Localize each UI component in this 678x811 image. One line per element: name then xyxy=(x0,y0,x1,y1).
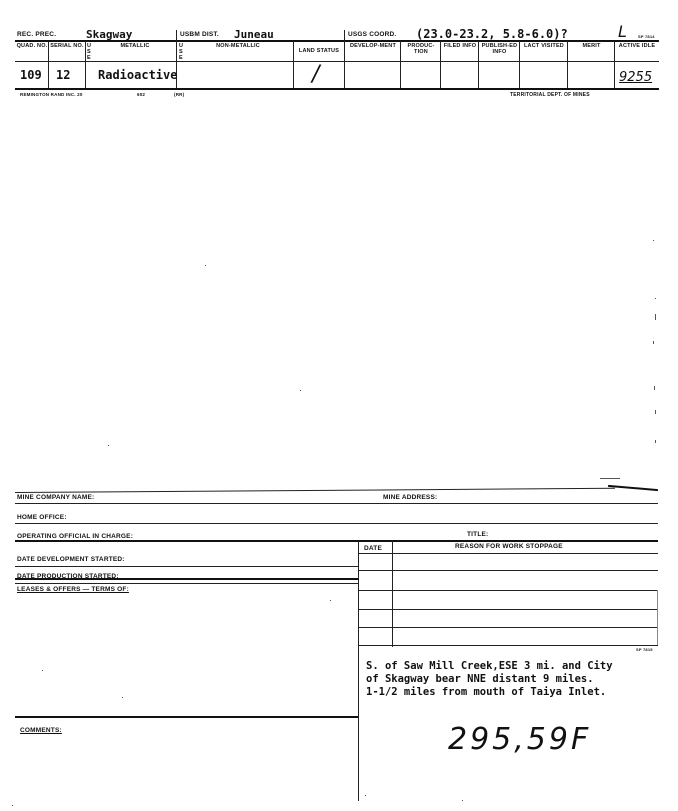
use-header-nonmetallic: U S E xyxy=(179,43,184,61)
date-development-label: DATE DEVELOPMENT STARTED: xyxy=(17,556,125,563)
territorial-dept-label: TERRITORIAL DEPT. OF MINES xyxy=(510,92,590,98)
last-visited-header: LACT VISITED xyxy=(524,43,564,49)
mine-company-label: MINE COMPANY NAME: xyxy=(17,494,95,501)
location-description xyxy=(366,660,613,699)
date-production-label: DATE PRODUCTION STARTED: xyxy=(17,573,119,580)
usbm-district-label: USBM DIST. xyxy=(180,31,219,38)
development-header: DEVELOP-MENT xyxy=(349,43,397,49)
use-header-metallic: U S E xyxy=(87,43,92,61)
metallic-header: METALLIC xyxy=(120,43,150,49)
published-info-header: PUBLISH-ED INFO xyxy=(481,43,518,55)
land-status-header: LAND STATUS xyxy=(298,48,340,54)
rec-prec-label: REC. PREC. xyxy=(17,31,57,38)
serial-no-header: SERIAL NO. xyxy=(50,43,84,49)
production-header: PRODUC-TION xyxy=(407,43,435,55)
printer-code-2: (RR) xyxy=(174,92,185,97)
home-office-label: HOME OFFICE: xyxy=(17,514,67,521)
land-status-mark: / xyxy=(312,62,320,87)
serial-number: 12 xyxy=(56,68,71,82)
usgs-coord-label: USGS COORD. xyxy=(348,31,397,38)
mine-address-label: MINE ADDRESS: xyxy=(383,494,438,501)
date-column-header: DATE xyxy=(364,545,383,552)
active-idle-header: ACTIVE IDLE xyxy=(618,43,656,49)
rec-prec-value: Skagway xyxy=(86,28,133,41)
quad-no-header: QUAD. NO. xyxy=(16,43,48,49)
leases-offers-label: LEASES & OFFERS — TERMS OF: xyxy=(17,586,129,593)
handwritten-map-number: 295,59F xyxy=(448,722,592,757)
usbm-district-value: Juneau xyxy=(234,28,274,41)
location-line-3: 1-1/2 miles from mouth of Taiya Inlet. xyxy=(366,686,607,698)
filed-info-header: FILED INFO xyxy=(443,43,477,49)
form-number: SP 7814 xyxy=(638,34,655,39)
location-line-2: of Skagway bear NNE distant 9 miles. xyxy=(366,673,594,685)
corner-mark: L xyxy=(618,22,627,41)
comments-label: COMMENTS: xyxy=(20,727,62,734)
title-label: TITLE: xyxy=(467,531,489,538)
non-metallic-header: NON-METALLIC xyxy=(216,43,260,49)
form-number-2: SP 7815 xyxy=(636,647,653,652)
quad-number: 109 xyxy=(20,68,42,82)
printer-imprint: REMINGTON RAND INC. 20 xyxy=(20,92,83,97)
active-idle-handwritten: 9255 xyxy=(619,70,653,85)
location-line-1: S. of Saw Mill Creek,ESE 3 mi. and City xyxy=(366,660,613,672)
reason-column-header: REASON FOR WORK STOPPAGE xyxy=(455,543,563,550)
printer-code: 602 xyxy=(137,92,146,97)
merit-header: MERIT xyxy=(582,43,601,49)
metallic-commodity: Radioactive xyxy=(98,68,178,82)
usgs-coord-value: (23.0-23.2, 5.8-6.0)? xyxy=(416,27,568,41)
operating-official-label: OPERATING OFFICIAL IN CHARGE: xyxy=(17,533,134,540)
